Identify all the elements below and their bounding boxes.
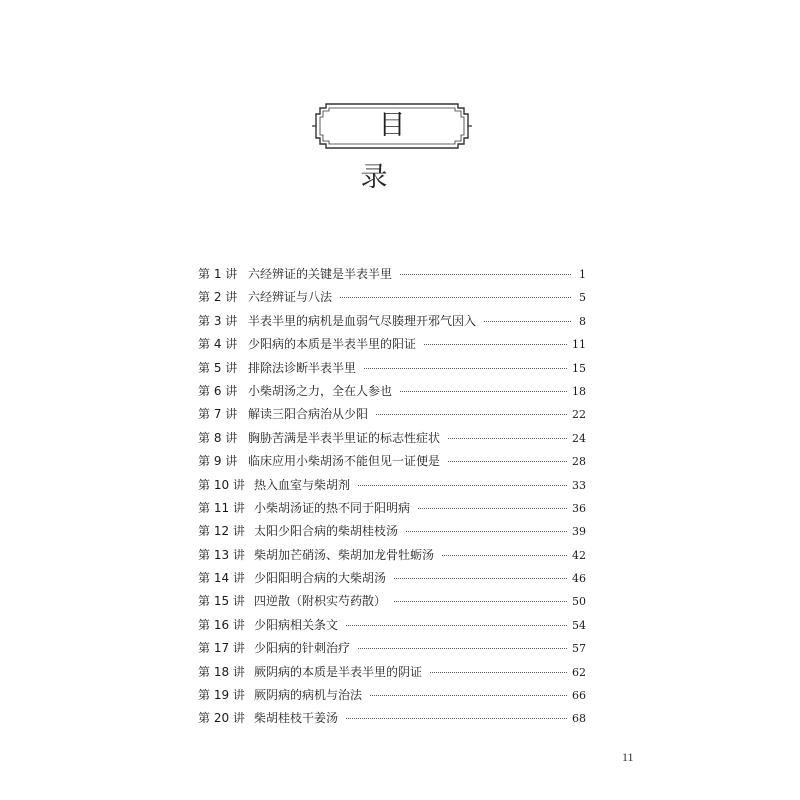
- toc-dot-leader: [346, 625, 567, 626]
- toc-entry-page: 8: [579, 314, 586, 328]
- toc-entry-page: 18: [572, 384, 586, 398]
- toc-dot-leader: [346, 718, 567, 719]
- toc-dot-leader: [448, 461, 567, 462]
- toc-entry-title: 六经辨证与八法: [248, 290, 333, 305]
- toc-dot-leader: [400, 274, 571, 275]
- page-title: 目录: [360, 110, 442, 193]
- toc-entry: [198, 288, 586, 311]
- toc-entry: [198, 312, 586, 335]
- toc-entry-page: 39: [572, 525, 586, 539]
- toc-entry: [198, 405, 586, 428]
- toc-entry-page: 1: [579, 268, 586, 281]
- toc-entry: [198, 709, 586, 732]
- toc-entry-number: 第 11 讲: [198, 500, 245, 515]
- toc-entry-page: 28: [572, 455, 586, 469]
- toc-entry: [198, 452, 586, 475]
- toc-entry-title: 小柴胡汤之力，全在人参也: [248, 383, 393, 398]
- toc-entry-title: 临床应用小柴胡汤不能但见一证便是: [248, 454, 441, 469]
- toc-entry-page: 11: [572, 338, 586, 352]
- toc-entry-number: 第 2 讲: [198, 290, 238, 305]
- toc-entry: [198, 546, 586, 569]
- toc-entry-number: 第 1 讲: [198, 267, 238, 281]
- toc-entry-title: 少阳病的本质是半表半里的阳证: [248, 337, 417, 352]
- toc-entry-page: 68: [572, 712, 586, 726]
- table-of-contents: [198, 265, 586, 733]
- toc-entry-number: 第 3 讲: [198, 313, 238, 328]
- toc-dot-leader: [358, 648, 567, 649]
- toc-dot-leader: [406, 531, 567, 532]
- toc-dot-leader: [430, 672, 567, 673]
- toc-entry: [198, 686, 586, 709]
- toc-entry-number: 第 14 讲: [198, 571, 245, 586]
- toc-entry: [198, 359, 586, 382]
- toc-entry-title: 热入血室与柴胡剂: [254, 477, 351, 492]
- toc-entry-number: 第 5 讲: [198, 360, 238, 375]
- toc-dot-leader: [484, 321, 571, 322]
- toc-entry-number: 第 7 讲: [198, 407, 238, 422]
- toc-entry-number: 第 4 讲: [198, 337, 238, 352]
- toc-entry-title: 四逆散（附枳实芍药散）: [254, 594, 387, 609]
- toc-entry-title: 少阳阳明合病的大柴胡汤: [254, 571, 387, 586]
- toc-entry-page: 62: [572, 665, 586, 679]
- toc-entry-title: 解读三阳合病治从少阳: [248, 407, 369, 422]
- toc-entry-title: 少阳病的针刺治疗: [254, 641, 351, 656]
- toc-entry-number: 第 15 讲: [198, 594, 245, 609]
- toc-entry-number: 第 19 讲: [198, 688, 245, 703]
- toc-entry-number: 第 12 讲: [198, 524, 245, 539]
- toc-entry: [198, 592, 586, 615]
- toc-entry-title: 半表半里的病机是血弱气尽腠理开邪气因入: [248, 313, 477, 328]
- toc-entry-number: 第 17 讲: [198, 641, 245, 656]
- toc-entry-page: 42: [572, 548, 586, 562]
- toc-entry: [198, 499, 586, 522]
- title-frame: [312, 100, 472, 193]
- toc-entry-title: 柴胡加芒硝汤、柴胡加龙骨牡蛎汤: [254, 547, 435, 562]
- toc-entry: [198, 616, 586, 639]
- toc-entry-page: 57: [572, 642, 586, 656]
- toc-entry-number: 第 9 讲: [198, 454, 238, 469]
- toc-entry: [198, 335, 586, 358]
- toc-entry-number: 第 8 讲: [198, 430, 238, 445]
- toc-entry-page: 36: [572, 501, 586, 515]
- toc-dot-leader: [418, 508, 567, 509]
- toc-entry-title: 少阳病相关条文: [254, 617, 339, 632]
- toc-entry: [198, 639, 586, 662]
- toc-dot-leader: [400, 391, 567, 392]
- toc-entry-number: 第 6 讲: [198, 383, 238, 398]
- toc-entry-page: 54: [572, 618, 586, 632]
- toc-dot-leader: [394, 601, 567, 602]
- toc-entry-title: 胸胁苦满是半表半里证的标志性症状: [248, 430, 441, 445]
- toc-dot-leader: [424, 344, 567, 345]
- toc-dot-leader: [376, 414, 567, 415]
- toc-entry-number: 第 18 讲: [198, 664, 245, 679]
- toc-entry-page: 33: [572, 478, 586, 492]
- toc-dot-leader: [370, 695, 567, 696]
- toc-entry-title: 六经辨证的关键是半表半里: [248, 267, 393, 281]
- toc-entry: [198, 429, 586, 452]
- toc-entry-title: 排除法诊断半表半里: [248, 360, 357, 375]
- toc-entry-title: 厥阴病的病机与治法: [254, 688, 363, 703]
- toc-dot-leader: [442, 555, 567, 556]
- toc-entry: [198, 265, 586, 288]
- toc-entry-title: 厥阴病的本质是半表半里的阴证: [254, 664, 423, 679]
- toc-entry: [198, 569, 586, 592]
- toc-dot-leader: [340, 297, 571, 298]
- toc-dot-leader: [358, 485, 567, 486]
- toc-dot-leader: [394, 578, 567, 579]
- toc-entry-number: 第 13 讲: [198, 547, 245, 562]
- toc-entry-number: 第 10 讲: [198, 477, 245, 492]
- toc-entry: [198, 522, 586, 545]
- toc-entry-page: 22: [572, 408, 586, 422]
- toc-entry-page: 50: [572, 595, 586, 609]
- toc-entry-page: 24: [572, 431, 586, 445]
- toc-entry-title: 柴胡桂枝干姜汤: [254, 711, 339, 726]
- toc-entry-number: 第 16 讲: [198, 617, 245, 632]
- toc-entry-page: 66: [572, 689, 586, 703]
- toc-entry-title: 小柴胡汤证的热不同于阳明病: [254, 500, 411, 515]
- toc-entry-page: 5: [579, 291, 586, 305]
- toc-entry: [198, 663, 586, 686]
- toc-entry: [198, 476, 586, 499]
- toc-entry: [198, 382, 586, 405]
- toc-entry-title: 太阳少阳合病的柴胡桂枝汤: [254, 524, 399, 539]
- toc-entry-page: 15: [572, 361, 586, 375]
- page-number: 11: [622, 750, 634, 764]
- toc-entry-page: 46: [572, 572, 586, 586]
- toc-entry-number: 第 20 讲: [198, 711, 245, 726]
- toc-dot-leader: [448, 438, 567, 439]
- toc-dot-leader: [364, 368, 567, 369]
